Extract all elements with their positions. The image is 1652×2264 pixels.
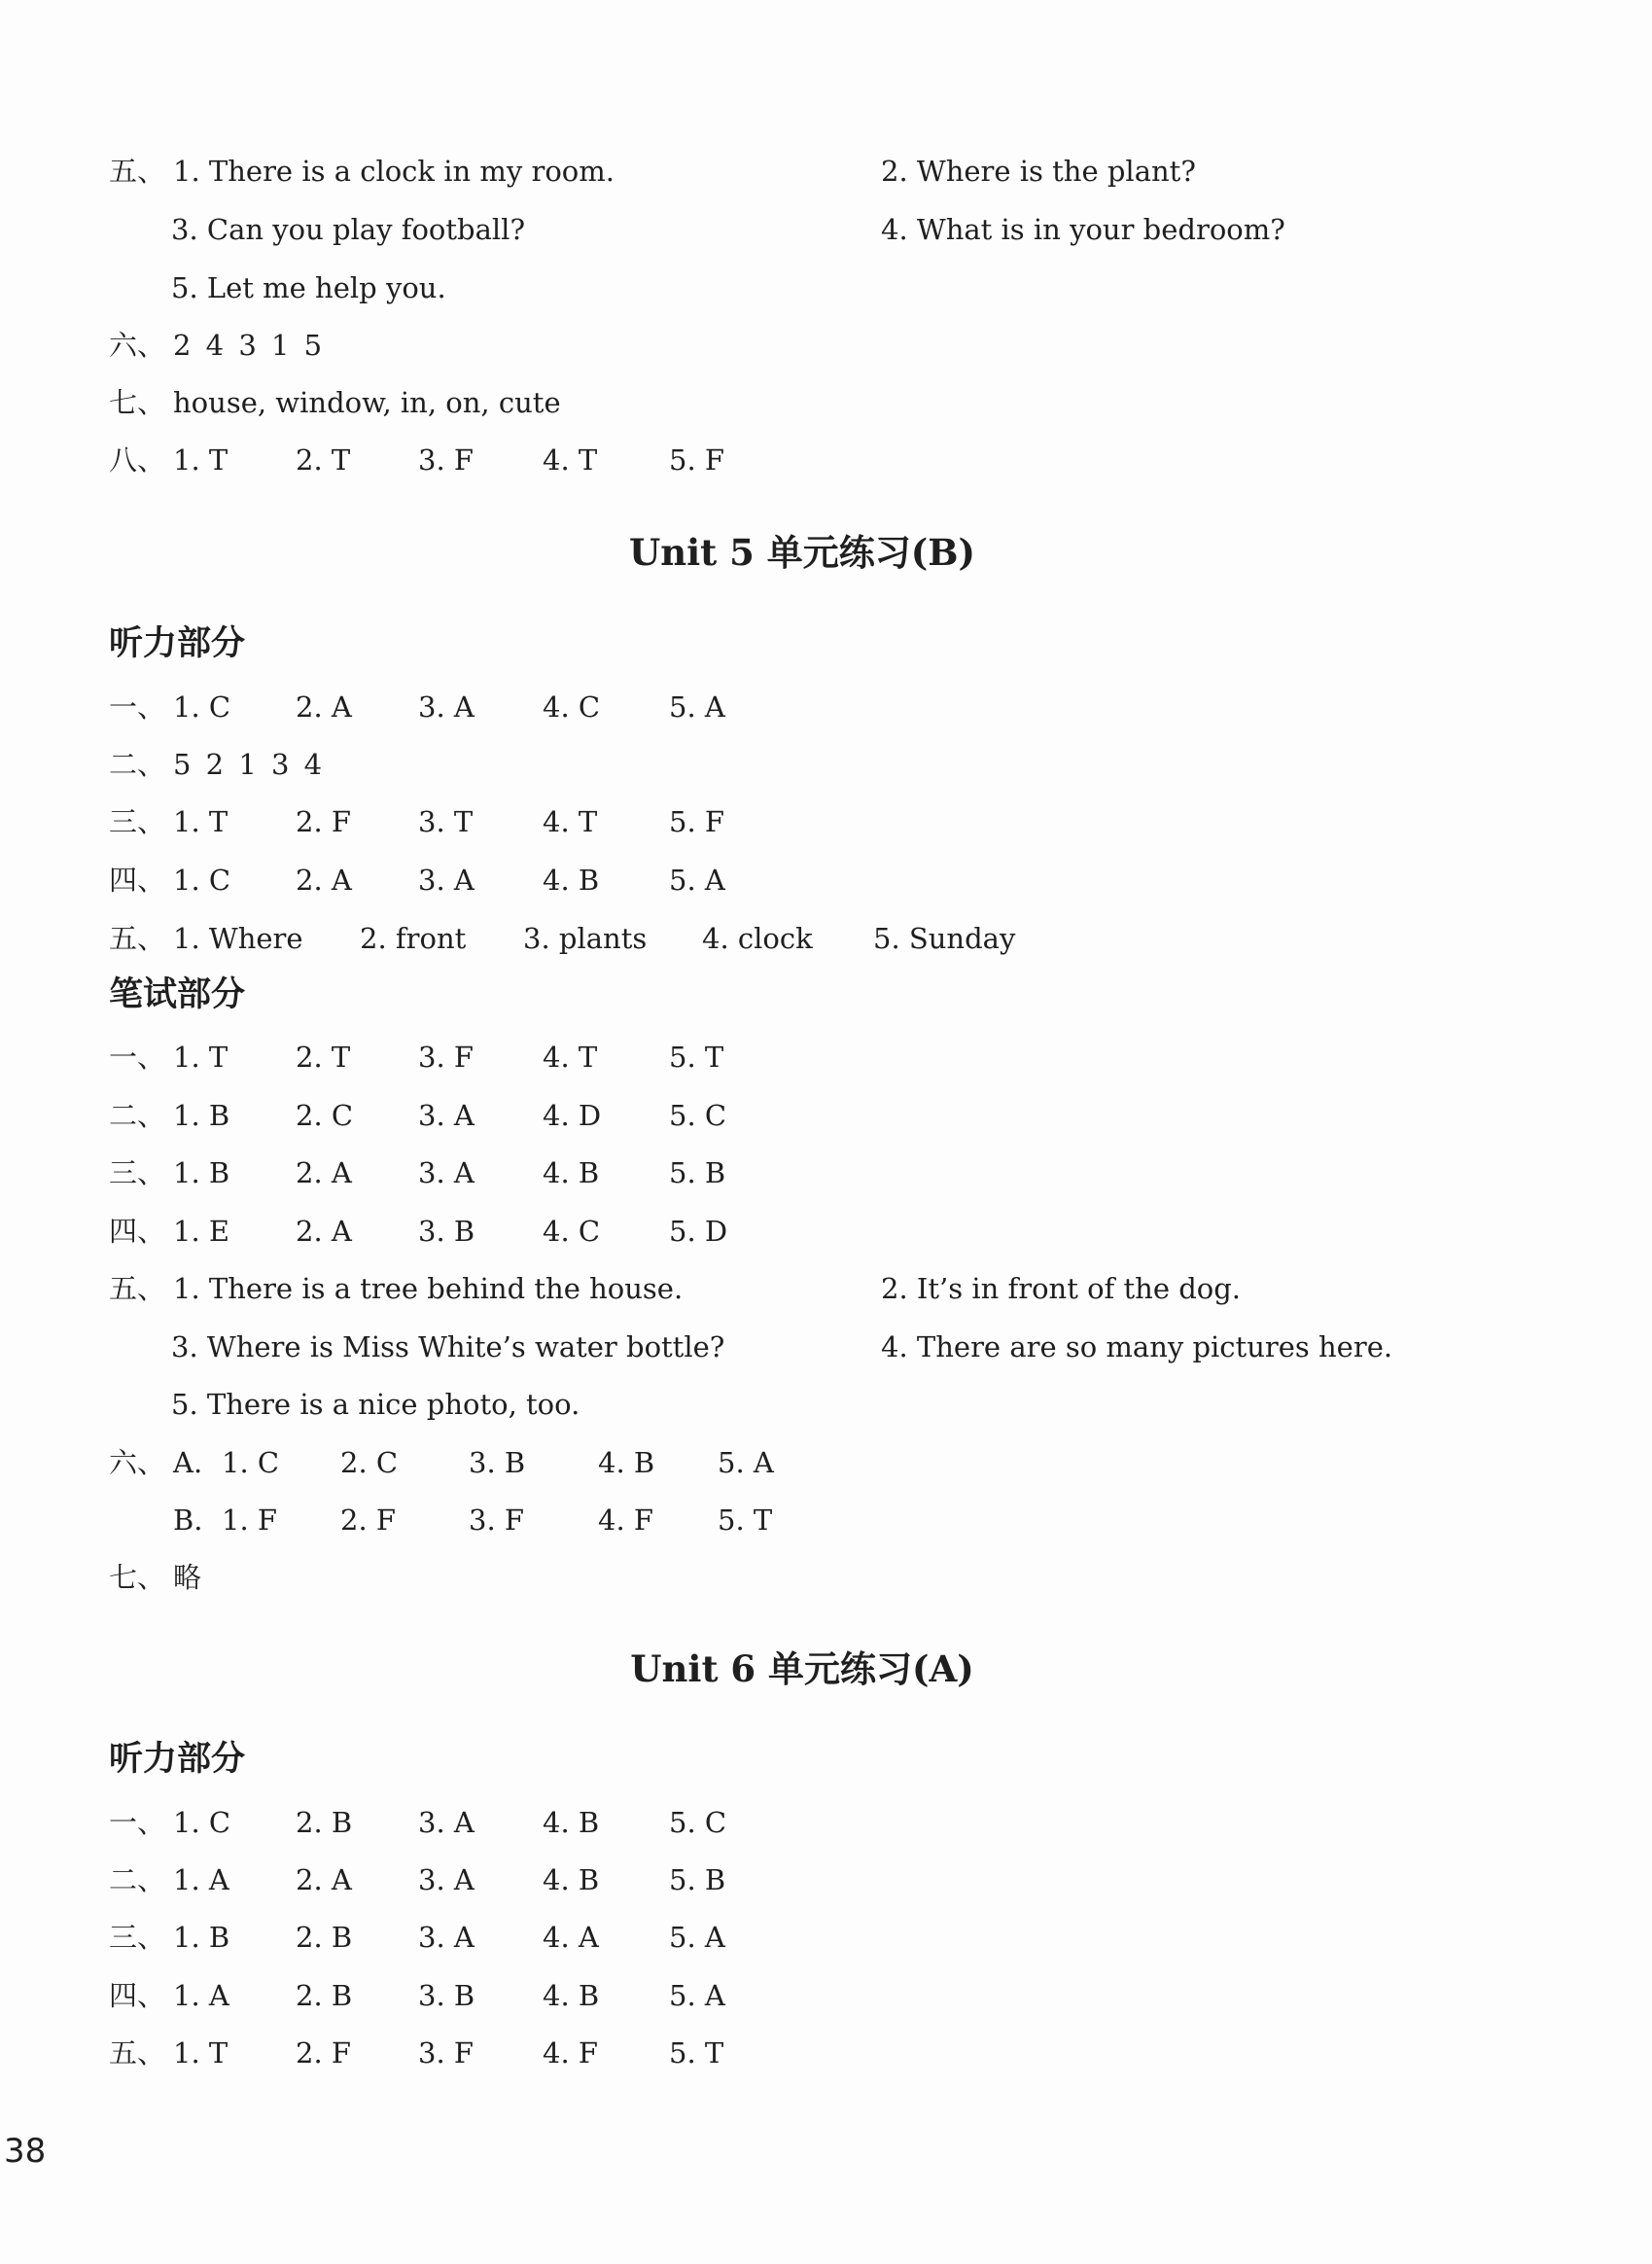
answer: 4. C [543,690,601,724]
question-marker: 四、 [109,1979,166,2012]
unit5b-title: Unit 5 单元练习(B) [628,531,976,574]
answer: 3. T [418,805,474,838]
answer: 2. C [296,1099,354,1132]
question-marker: 八、 [109,443,166,477]
answer: 4. T [543,805,598,838]
question-marker: 四、 [109,864,166,897]
answer: 5. C [669,1099,727,1132]
answer: 3. A [418,1099,475,1132]
answer: 3. A [418,690,475,724]
answer: 略 [173,1561,202,1594]
answer: 5. Sunday [873,922,1016,955]
answer: 2. front [360,922,467,955]
answer: 4. B [543,1863,600,1896]
answer: 4. T [543,443,598,477]
answer-sentence: 3. Can you play football? [171,213,525,246]
answer: 1. T [173,1041,228,1074]
answer: 5. A [669,1921,725,1954]
answer: 2. F [296,2036,352,2069]
answer: 5. T [669,2036,724,2069]
answer-sentence: 4. What is in your bedroom? [881,213,1285,246]
answer: 5. D [669,1215,728,1248]
answer-words: house, window, in, on, cute [173,386,561,419]
question-marker: 二、 [109,1863,166,1896]
answer: 1. C [173,690,231,724]
answer-sentence: 1. There is a tree behind the house. [173,1272,684,1305]
question-marker: 三、 [109,1156,166,1189]
answer: 3. plants [523,922,648,955]
answer: 3. B [418,1979,475,2012]
answer-sentence: 5. There is a nice photo, too. [171,1388,580,1421]
question-marker: 六、 [109,329,166,362]
answer: 1. T [173,443,228,477]
unit6a-listening-heading: 听力部分 [109,1740,246,1779]
answer: 5. T [669,1041,724,1074]
answer: 1. T [173,2036,228,2069]
answer: 3. B [418,1215,475,1248]
answer: 3. A [418,1921,475,1954]
part-label: B. [173,1503,203,1537]
answer: 2. B [296,1979,353,2012]
answer: 5. F [669,805,725,838]
answer: 5. B [669,1863,726,1896]
answer: 1. B [173,1921,230,1954]
question-marker: 五、 [109,922,166,955]
answer: 2. F [296,805,352,838]
answer: 2. A [296,1215,352,1248]
answer: 1. A [173,1863,229,1896]
answer: 1. A [173,1979,229,2012]
question-marker: 五、 [109,155,166,188]
question-marker: 四、 [109,1215,166,1248]
answer: 2. B [296,1806,353,1839]
answer: 5. A [718,1446,774,1479]
answer: 1. T [173,805,228,838]
question-marker: 一、 [109,1041,166,1074]
answer: 4. F [543,2036,599,2069]
question-marker: 二、 [109,1099,166,1132]
answer: 5. A [669,864,725,897]
answer: 3. A [418,1806,475,1839]
answer: 5. B [669,1156,726,1189]
answer: 4. B [543,1156,600,1189]
unit5b-written-heading: 笔试部分 [109,975,246,1014]
answer-sequence: 2 4 3 1 5 [173,329,323,362]
answer-sequence: 5 2 1 3 4 [173,748,323,781]
answer: 2. C [340,1446,399,1479]
page-number: 38 [4,2132,47,2171]
question-marker: 二、 [109,748,166,781]
question-marker: 六、 [109,1446,166,1479]
answer: 4. C [543,1215,601,1248]
answer-sentence: 5. Let me help you. [171,271,446,304]
answer: 3. A [418,864,475,897]
answer: 4. B [543,1806,600,1839]
question-marker: 三、 [109,805,166,838]
question-marker: 一、 [109,1806,166,1839]
answer: 4. A [543,1921,599,1954]
answer-sentence: 2. Where is the plant? [881,155,1196,188]
unit5b-listening-heading: 听力部分 [109,624,246,663]
answer-sentence: 1. There is a clock in my room. [173,155,615,188]
answer: 2. T [296,1041,351,1074]
answer: 1. F [222,1503,278,1537]
answer: 5. C [669,1806,727,1839]
question-marker: 七、 [109,386,166,419]
answer: 2. B [296,1921,353,1954]
answer: 1. E [173,1215,230,1248]
question-marker: 三、 [109,1921,166,1954]
answer: 2. A [296,864,352,897]
answer: 4. B [543,864,600,897]
answer: 3. F [418,443,475,477]
answer: 4. T [543,1041,598,1074]
question-marker: 五、 [109,1272,166,1305]
answer: 1. C [222,1446,280,1479]
answer: 3. F [469,1503,525,1537]
answer: 4. B [598,1446,655,1479]
question-marker: 一、 [109,690,166,724]
unit6a-title: Unit 6 单元练习(A) [630,1647,974,1690]
part-label: A. [173,1446,203,1479]
answer: 4. D [543,1099,602,1132]
answer: 1. B [173,1156,230,1189]
question-marker: 五、 [109,2036,166,2069]
answer: 2. F [340,1503,397,1537]
answer: 3. B [469,1446,526,1479]
answer-sentence: 3. Where is Miss White’s water bottle? [171,1330,725,1363]
answer: 4. clock [702,922,813,955]
answer: 3. A [418,1863,475,1896]
answer: 5. A [669,1979,725,2012]
answer: 1. C [173,1806,231,1839]
answer: 4. B [543,1979,600,2012]
answer-sentence: 4. There are so many pictures here. [881,1330,1393,1363]
answer: 2. A [296,690,352,724]
question-marker: 七、 [109,1561,166,1594]
answer: 3. A [418,1156,475,1189]
answer: 4. F [598,1503,654,1537]
answer-sentence: 2. It’s in front of the dog. [881,1272,1242,1305]
answer: 3. F [418,2036,475,2069]
answer: 1. C [173,864,231,897]
answer: 3. F [418,1041,475,1074]
answer: 2. A [296,1863,352,1896]
answer: 5. T [718,1503,773,1537]
answer: 1. B [173,1099,230,1132]
answer: 1. Where [173,922,303,955]
answer: 5. A [669,690,725,724]
answer: 2. A [296,1156,352,1189]
answer: 5. F [669,443,725,477]
answer: 2. T [296,443,351,477]
